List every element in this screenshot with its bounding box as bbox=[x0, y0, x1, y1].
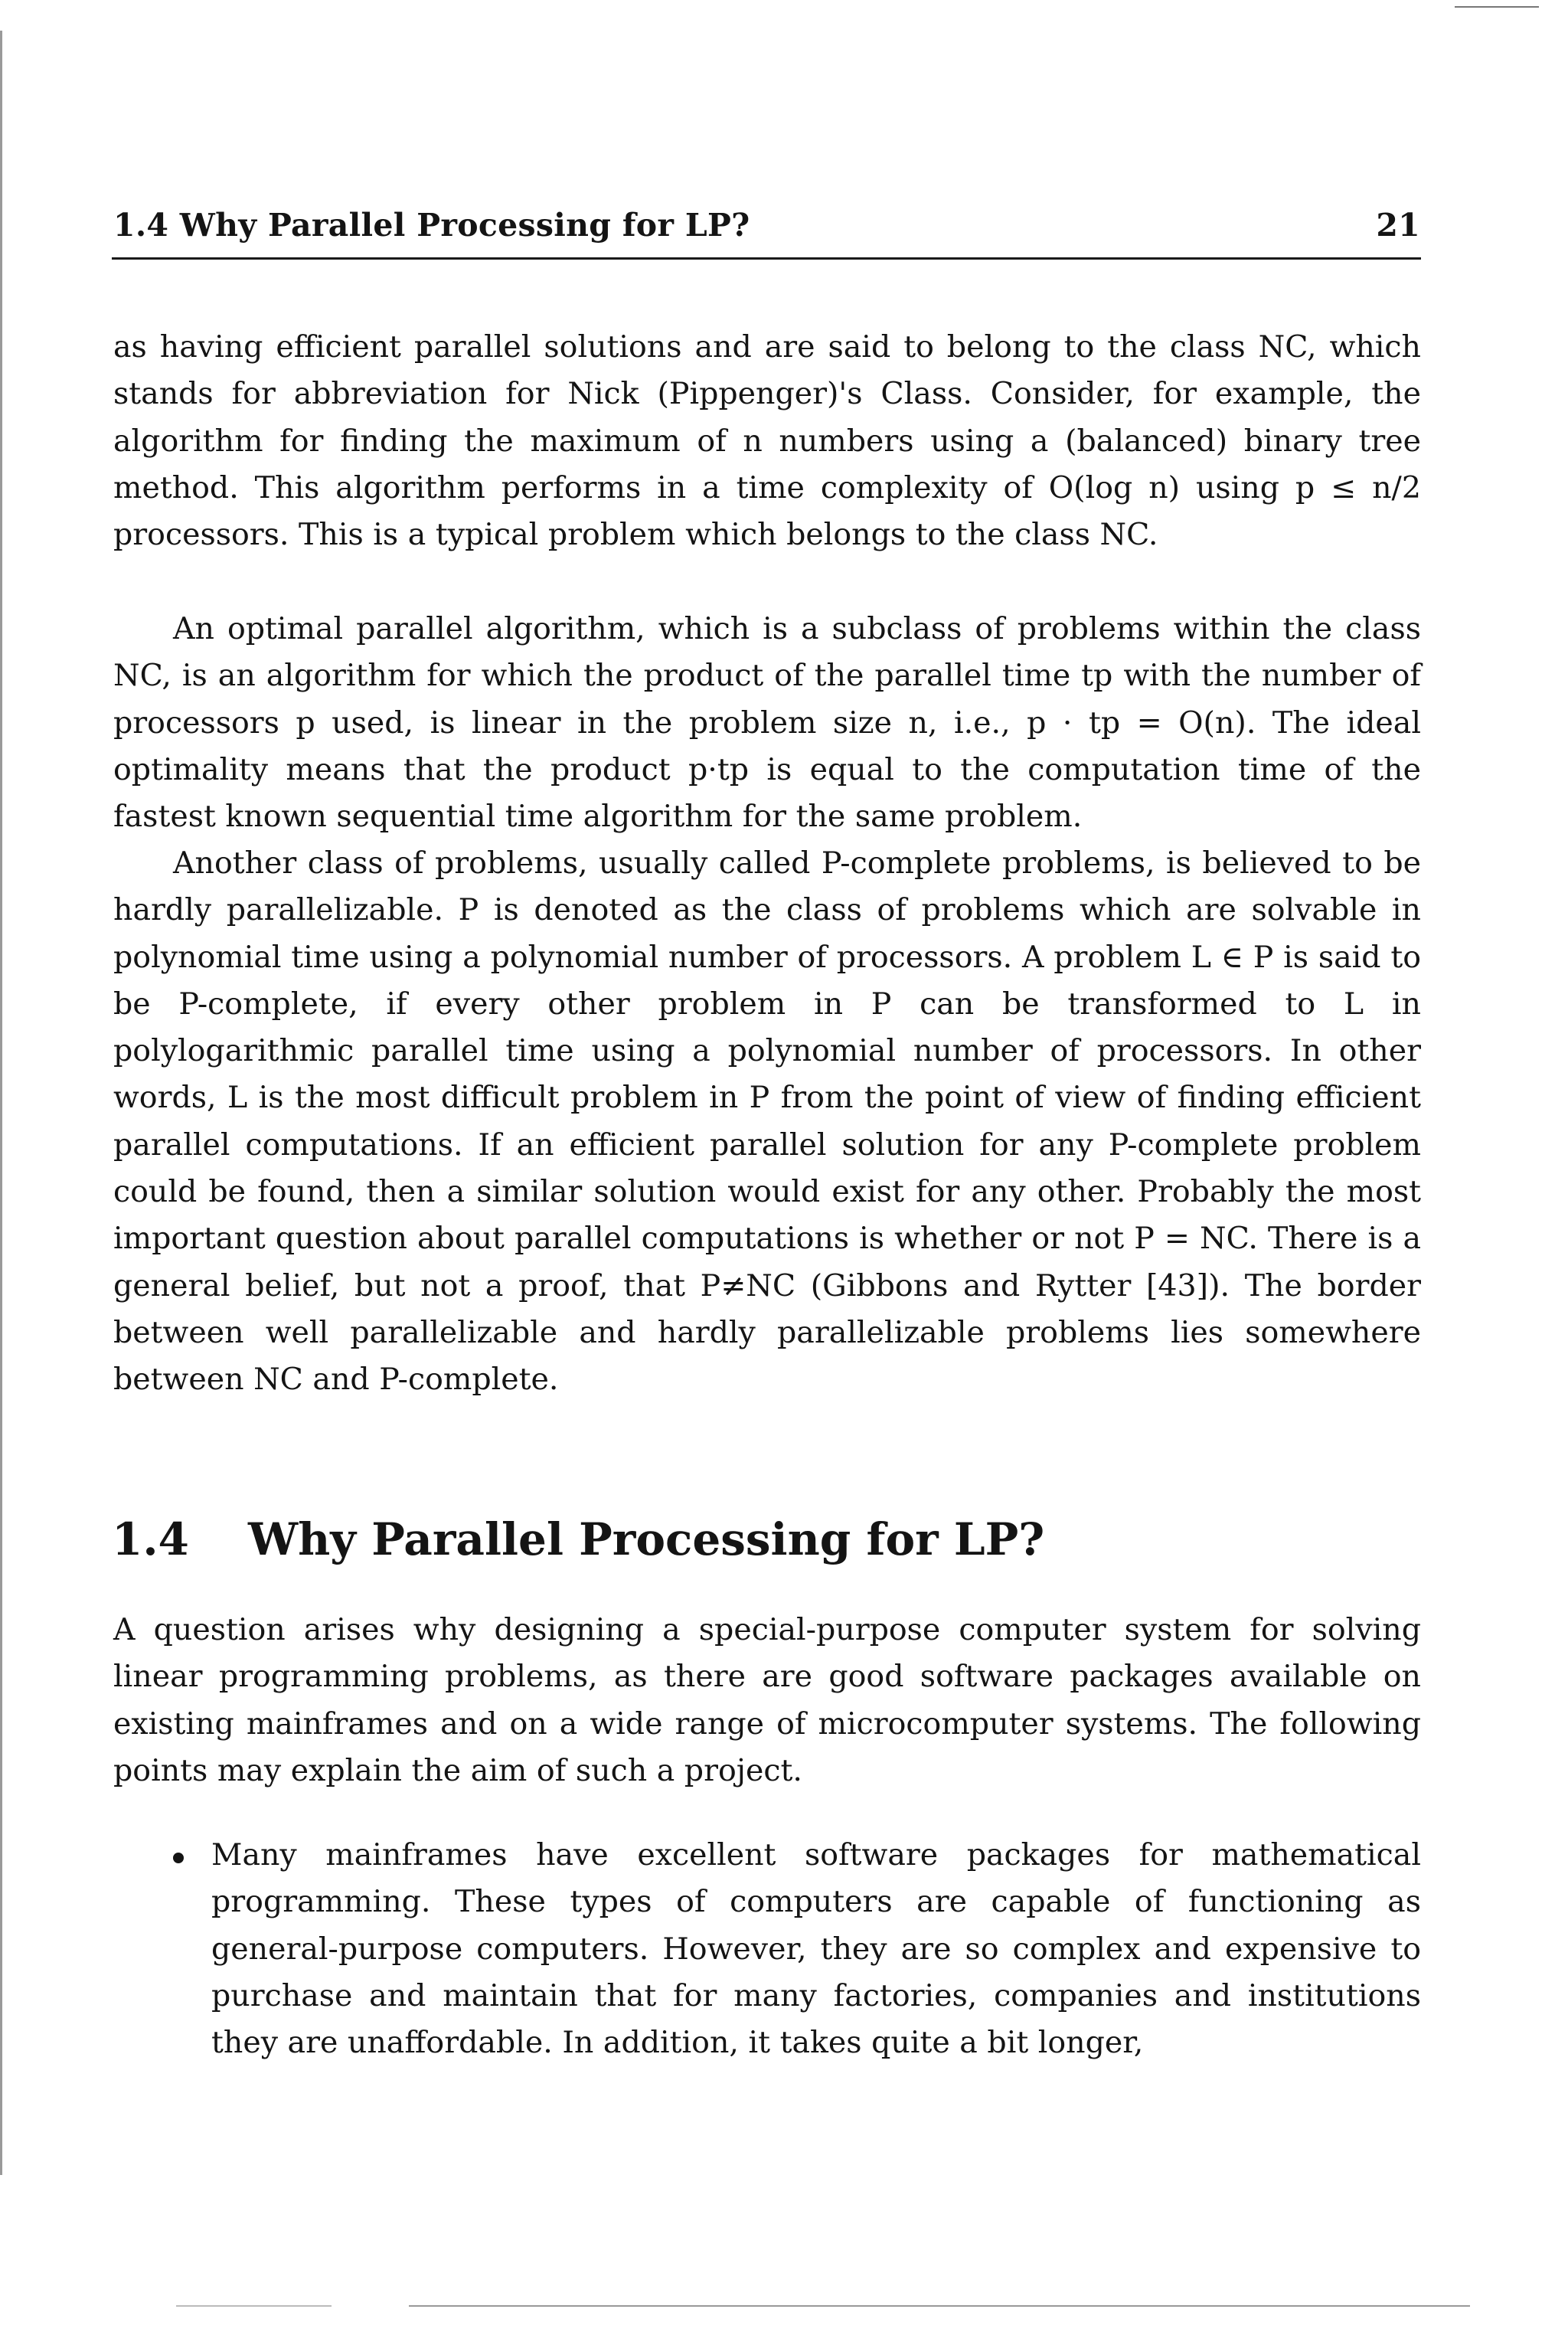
scan-artifact-top-rule bbox=[1455, 6, 1539, 8]
section-heading bbox=[112, 1513, 1421, 1566]
list-item bbox=[113, 1832, 1421, 2066]
paragraph-p-complete: Another class of problems, usually called P-complete problems, is believed to be hardly parallelizable. P is denoted as the class of problems which are solvable in polynomial time using a polynomial number of processors. A problem L ∈ P is said to be P-complete, if every other problem in P can be transformed to L in polylogarithmic parallel time using a polynomial number of processors. In other words, L is the most difficult problem in P from the point of view of finding efficient parallel computations. If an efficient parallel solution for any P-complete problem could be found, then a similar solution would exist for any other. Probably the most important question about parallel computations is whether or not P = NC. There is a general belief, but not a proof, that P≠NC (Gibbons and Rytter [43]). The border between well parallelizable and hardly parallelizable problems lies somewhere between NC and P-complete. bbox=[113, 845, 1421, 1398]
bullet-list bbox=[113, 1832, 1421, 2066]
running-head bbox=[113, 207, 1420, 244]
scan-artifact-left-edge bbox=[0, 31, 2, 2175]
bullet-icon bbox=[173, 1853, 184, 1863]
scan-artifact-bottom-rule bbox=[176, 2305, 1470, 2307]
section-intro-paragraph: A question arises why designing a special-purpose computer system for solving linear programming problems, as there are good software packages available on existing mainframes and on a wide range of microcomputer systems. The following points may explain the aim of such a project. bbox=[113, 1612, 1421, 1788]
paragraph-nc-class: as having efficient parallel solutions and are said to belong to the class NC, which stands for abbreviation for Nick (Pippenger)'s Class. Consider, for example, the algorithm for finding the maximum of n numbers using a (balanced) binary tree method. This algorithm performs in a time complexity of O(log n) using p ≤ n/2 processors. This is a typical problem which belongs to the class NC. bbox=[113, 329, 1421, 553]
running-head-title: 1.4 Why Parallel Processing for LP? bbox=[113, 207, 750, 244]
bullet-text: Many mainframes have excellent software packages for mathematical programming. These types of computers are capable of functioning as general-purpose computers. However, they are so complex and expensive to purchase and maintain that for many factories, companies and institutions they are unaffordable. In addition, it takes quite a bit longer, bbox=[211, 1837, 1421, 2061]
section-title: Why Parallel Processing for LP? bbox=[248, 1513, 1045, 1565]
page-number: 21 bbox=[1376, 207, 1420, 244]
section-number: 1.4 bbox=[112, 1513, 189, 1565]
paragraph-optimal-parallel: An optimal parallel algorithm, which is a subclass of problems within the class NC, is an algorithm for which the product of the parallel time tp with the number of processors p used, is linear in the problem size n, i.e., p · tp = O(n). The ideal optimality means that the product p·tp is equal to the computation time of the fastest known sequential time algorithm for the same problem. bbox=[113, 611, 1421, 835]
header-rule bbox=[112, 257, 1421, 260]
